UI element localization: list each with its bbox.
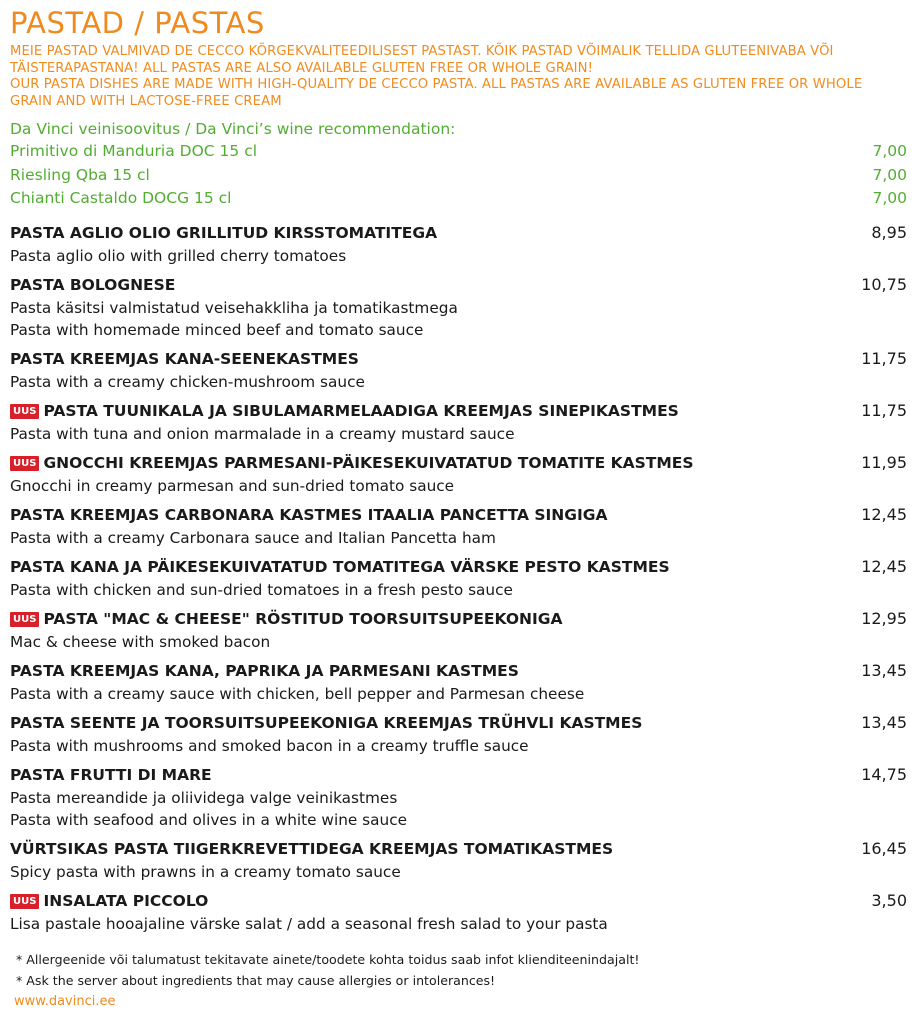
dish-header [10,451,907,475]
footnote-en: * Ask the server about ingredients that may cause allergies or intolerances! [16,972,496,988]
footnote-et: * Allergeenide või talumatust tekitavate ainete/toodete kohta toidus saab infot klienditeenindajalt! [16,951,640,967]
dish-header [10,555,907,579]
dish-price: 11,75 [861,400,907,420]
dish-header [10,607,907,631]
dish-header [10,347,907,371]
dish-name [10,274,175,297]
intro-text [10,44,907,110]
dish-description: Pasta mereandide ja oliividega valge veinikastmes [10,788,398,807]
wine-heading: Da Vinci veinisoovitus / Da Vinci’s wine recommendation: [10,120,456,139]
dish-description: Pasta with a creamy chicken-mushroom sauce [10,372,365,391]
dish-description: Pasta with a creamy sauce with chicken, bell pepper and Parmesan cheese [10,684,585,703]
dish-item [10,889,907,935]
dish-name [10,348,359,371]
dish-price: 8,95 [871,222,907,242]
dish-list [10,221,907,935]
wine-name: Riesling Qba 15 cl [10,165,150,184]
dish-description: Pasta with mushrooms and smoked bacon in a creamy truffle sauce [10,736,529,755]
dish-item [10,607,907,653]
dish-name-text: PASTA FRUTTI DI MARE [10,765,212,784]
dish-description: Pasta with seafood and olives in a white wine sauce [10,810,408,829]
dish-price: 10,75 [861,274,907,294]
dish-item [10,273,907,341]
dish-name-text: PASTA AGLIO OLIO GRILLITUD KIRSSTOMATITEGA [10,223,438,242]
dish-header [10,659,907,683]
dish-header [10,711,907,735]
dish-item [10,555,907,601]
dish-name [10,890,208,913]
dish-item [10,451,907,497]
wine-name: Chianti Castaldo DOCG 15 cl [10,189,232,208]
dish-price: 13,45 [861,712,907,732]
dish-name-text: PASTA "MAC & CHEESE" RÖSTITUD TOORSUITSUPEEKONIGA [43,609,563,628]
wine-recommendation [10,118,907,211]
dish-name [10,504,607,527]
dish-item [10,503,907,549]
new-badge: UUS [10,894,39,909]
dish-description: Pasta with a creamy Carbonara sauce and Italian Pancetta ham [10,528,496,547]
intro-line-1: MEIE PASTAD VALMIVAD DE CECCO KÕRGEKVALITEEDILISEST PASTAST. KÕIK PASTAD VÕIMALIK TELLIDA GLUTEENIVABA VÕI TÄISTERAPASTANA! ALL PASTAS ARE ALSO AVAILABLE GLUTEN FREE OR WHOLE GRAIN! [10,44,834,76]
dish-name [10,838,613,861]
footnotes [10,949,907,991]
page-title: PASTAD / PASTAS [10,6,265,40]
dish-price: 11,95 [861,452,907,472]
dish-name [10,764,212,787]
dish-item [10,711,907,757]
new-badge: UUS [10,456,39,471]
dish-name [10,608,562,631]
dish-item [10,221,907,267]
dish-description: Pasta with homemade minced beef and tomato sauce [10,320,424,339]
dish-price: 12,95 [861,608,907,628]
dish-item [10,659,907,705]
dish-name [10,400,679,423]
dish-name [10,222,437,245]
wine-item [10,164,907,188]
dish-description: Mac & cheese with smoked bacon [10,632,271,651]
dish-name-text: INSALATA PICCOLO [43,891,209,910]
dish-name-text: VÜRTSIKAS PASTA TIIGERKREVETTIDEGA KREEMJAS TOMATIKASTMES [10,839,614,858]
dish-header [10,837,907,861]
menu-page [10,0,907,1011]
wine-price: 7,00 [872,189,907,208]
dish-name [10,712,642,735]
dish-name [10,452,694,475]
intro-line-2: OUR PASTA DISHES ARE MADE WITH HIGH-QUALITY DE CECCO PASTA. ALL PASTAS ARE AVAILABLE AS GLUTEN FREE OR WHOLE GRAIN AND WITH LACTOSE-FREE CREAM [10,77,863,109]
dish-item [10,763,907,831]
dish-item [10,837,907,883]
dish-description: Lisa pastale hooajaline värske salat / add a seasonal fresh salad to your pasta [10,914,608,933]
dish-price: 3,50 [871,890,907,910]
dish-name [10,556,670,579]
new-badge: UUS [10,404,39,419]
dish-name-text: GNOCCHI KREEMJAS PARMESANI-PÄIKESEKUIVATATUD TOMATITE KASTMES [43,453,694,472]
dish-name-text: PASTA BOLOGNESE [10,275,176,294]
dish-name-text: PASTA TUUNIKALA JA SIBULAMARMELAADIGA KREEMJAS SINEPIKASTMES [43,401,679,420]
dish-price: 12,45 [861,504,907,524]
dish-header [10,889,907,913]
wine-price: 7,00 [872,165,907,184]
dish-name [10,660,519,683]
dish-price: 12,45 [861,556,907,576]
dish-description: Pasta käsitsi valmistatud veisehakkliha ja tomatikastmega [10,298,458,317]
dish-price: 13,45 [861,660,907,680]
dish-description: Spicy pasta with prawns in a creamy tomato sauce [10,862,401,881]
new-badge: UUS [10,612,39,627]
dish-description: Pasta aglio olio with grilled cherry tomatoes [10,246,347,265]
dish-item [10,347,907,393]
dish-header [10,221,907,245]
dish-item [10,399,907,445]
dish-description: Pasta with chicken and sun-dried tomatoes in a fresh pesto sauce [10,580,513,599]
dish-price: 16,45 [861,838,907,858]
dish-name-text: PASTA SEENTE JA TOORSUITSUPEEKONIGA KREEMJAS TRÜHVLI KASTMES [10,713,643,732]
website-link[interactable]: www.davinci.ee [14,993,116,1009]
wine-item [10,187,907,211]
wine-name: Primitivo di Manduria DOC 15 cl [10,142,258,161]
dish-header [10,763,907,787]
dish-price: 14,75 [861,764,907,784]
dish-name-text: PASTA KREEMJAS CARBONARA KASTMES ITAALIA PANCETTA SINGIGA [10,505,608,524]
dish-name-text: PASTA KREEMJAS KANA-SEENEKASTMES [10,349,359,368]
dish-name-text: PASTA KREEMJAS KANA, PAPRIKA JA PARMESANI KASTMES [10,661,519,680]
dish-description: Gnocchi in creamy parmesan and sun-dried tomato sauce [10,476,455,495]
dish-header [10,399,907,423]
wine-item [10,140,907,164]
dish-name-text: PASTA KANA JA PÄIKESEKUIVATATUD TOMATITEGA VÄRSKE PESTO KASTMES [10,557,670,576]
dish-header [10,273,907,297]
wine-price: 7,00 [872,142,907,161]
dish-header [10,503,907,527]
dish-price: 11,75 [861,348,907,368]
dish-description: Pasta with tuna and onion marmalade in a creamy mustard sauce [10,424,515,443]
